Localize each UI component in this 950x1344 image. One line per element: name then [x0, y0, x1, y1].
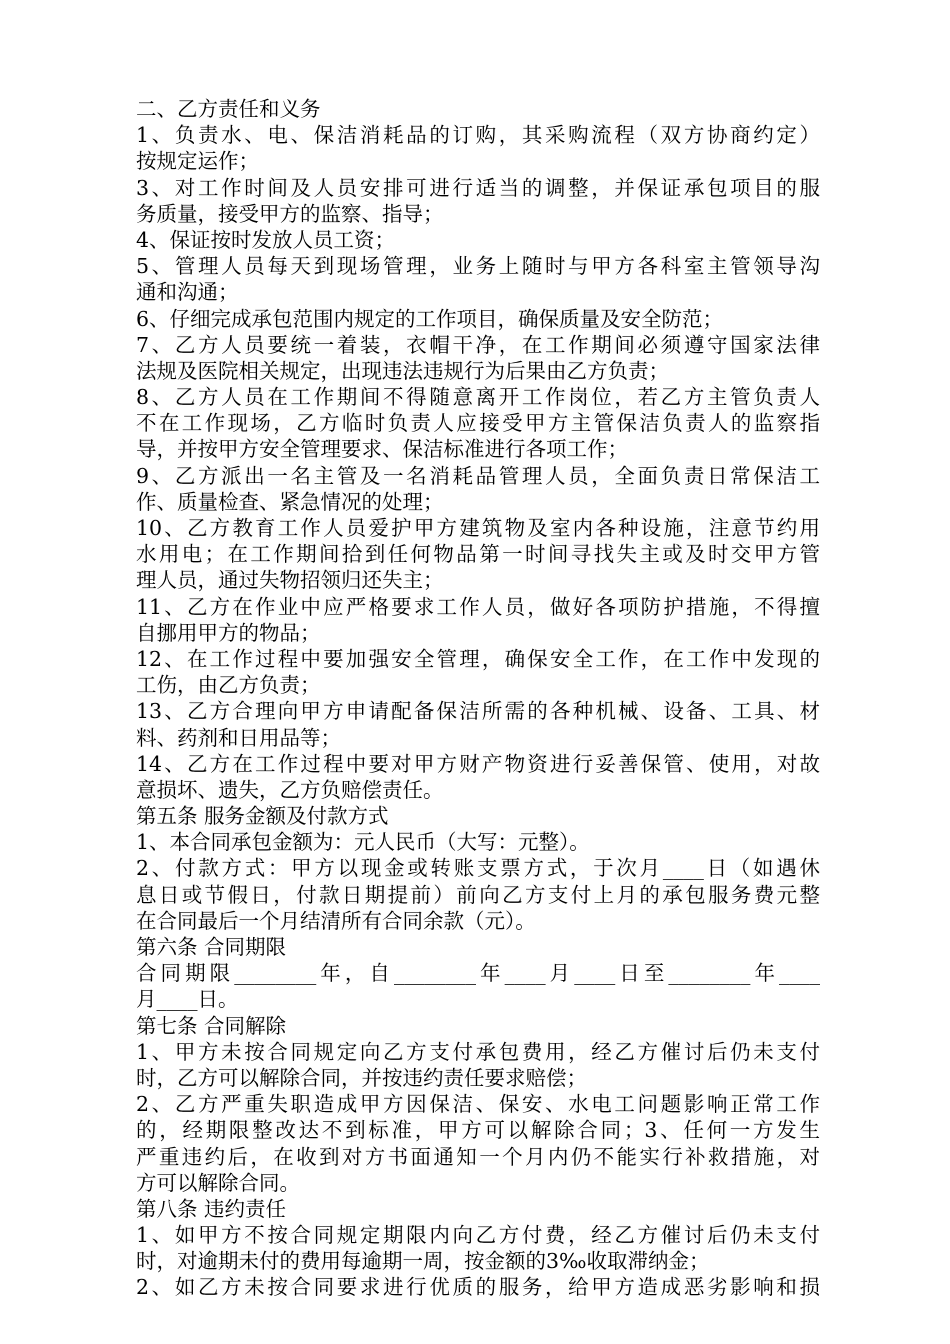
text-line: 13、乙方合理向甲方申请配备保洁所需的各种机械、设备、工具、材	[136, 699, 820, 724]
text-line: 1、如甲方不按合同规定期限内向乙方付费，经乙方催讨后仍未支付	[136, 1223, 820, 1248]
text-line: 14、乙方在工作过程中要对甲方财产物资进行妥善保管、使用，对故	[136, 751, 820, 776]
text-line: 1、负责水、电、保洁消耗品的订购，其采购流程（双方协商约定）	[136, 123, 820, 148]
text-line: 作、质量检查、紧急情况的处理；	[136, 489, 444, 514]
text-line: 务质量，接受甲方的监察、指导；	[136, 201, 444, 226]
text-line: 9、乙方派出一名主管及一名消耗品管理人员，全面负责日常保洁工	[136, 463, 820, 488]
text-line: 方可以解除合同。	[136, 1170, 300, 1195]
text-line: 二、乙方责任和义务	[136, 97, 321, 121]
text-line: 合同期限________年，自________年____月____日至________年____	[136, 961, 820, 986]
text-line: 2、乙方严重失职造成甲方因保洁、保安、水电工问题影响正常工作	[136, 1092, 820, 1117]
text-line: 不在工作现场，乙方临时负责人应接受甲方主管保洁负责人的监察指	[136, 411, 820, 436]
text-line: 月____日。	[136, 987, 239, 1012]
text-line: 导，并按甲方安全管理要求、保洁标准进行各项工作；	[136, 437, 628, 462]
text-line: 10、乙方教育工作人员爱护甲方建筑物及室内各种设施，注意节约用	[136, 516, 820, 540]
text-line: 自挪用甲方的物品；	[136, 620, 321, 645]
text-line: 时，乙方可以解除合同，并按违约责任要求赔偿；	[136, 1065, 587, 1090]
text-line: 8、乙方人员在工作期间不得随意离开工作岗位，若乙方主管负责人	[136, 385, 820, 410]
text-line: 3、对工作时间及人员安排可进行适当的调整，并保证承包项目的服	[136, 175, 820, 200]
text-line: 7、乙方人员要统一着装，衣帽干净，在工作期间必须遵守国家法律	[136, 332, 820, 357]
text-line: 2、如乙方未按合同要求进行优质的服务，给甲方造成恶劣影响和损	[136, 1275, 820, 1300]
text-line: 1、甲方未按合同规定向乙方支付承包费用，经乙方催讨后仍未支付	[136, 1039, 820, 1064]
text-line: 1、本合同承包金额为：元人民币（大写：元整）。	[136, 830, 590, 855]
text-line: 12、在工作过程中要加强安全管理，确保安全工作，在工作中发现的	[136, 646, 820, 671]
text-line: 通和沟通；	[136, 280, 239, 305]
text-line: 水用电；在工作期间拾到任何物品第一时间寻找失主或及时交甲方管	[136, 542, 820, 567]
text-line: 第七条 合同解除	[136, 1013, 287, 1038]
text-line: 4、保证按时发放人员工资；	[136, 227, 396, 252]
text-line: 5、管理人员每天到现场管理，业务上随时与甲方各科室主管领导沟	[136, 254, 820, 279]
text-line: 6、仔细完成承包范围内规定的工作项目，确保质量及安全防范；	[136, 306, 724, 331]
text-line: 11、乙方在作业中应严格要求工作人员，做好各项防护措施，不得擅	[136, 594, 820, 619]
text-line: 在合同最后一个月结清所有合同余款（元）。	[136, 908, 536, 933]
text-line: 第五条 服务金额及付款方式	[136, 804, 389, 829]
text-line: 严重违约后，在收到对方书面通知一个月内仍不能实行补救措施，对	[136, 1144, 820, 1169]
text-line: 理人员，通过失物招领归还失主；	[136, 568, 444, 593]
text-line: 法规及医院相关规定，出现违法违规行为后果由乙方负责；	[136, 358, 669, 383]
text-line: 第八条 违约责任	[136, 1196, 287, 1221]
text-line: 意损坏、遗失，乙方负赔偿责任。	[136, 777, 444, 802]
text-line: 料、药剂和日用品等；	[136, 725, 341, 750]
text-line: 2、付款方式：甲方以现金或转账支票方式，于次月____日（如遇休	[136, 856, 820, 881]
text-line: 的，经期限整改达不到标准，甲方可以解除合同；3、任何一方发生	[136, 1118, 820, 1143]
text-line: 按规定运作；	[136, 149, 259, 174]
text-line: 时，对逾期未付的费用每逾期一周，按金额的3‰收取滞纳金；	[136, 1249, 710, 1274]
text-line: 工伤，由乙方负责；	[136, 673, 321, 698]
text-line: 息日或节假日，付款日期提前）前向乙方支付上月的承包服务费元整	[136, 882, 820, 907]
text-line: 第六条 合同期限	[136, 935, 287, 959]
